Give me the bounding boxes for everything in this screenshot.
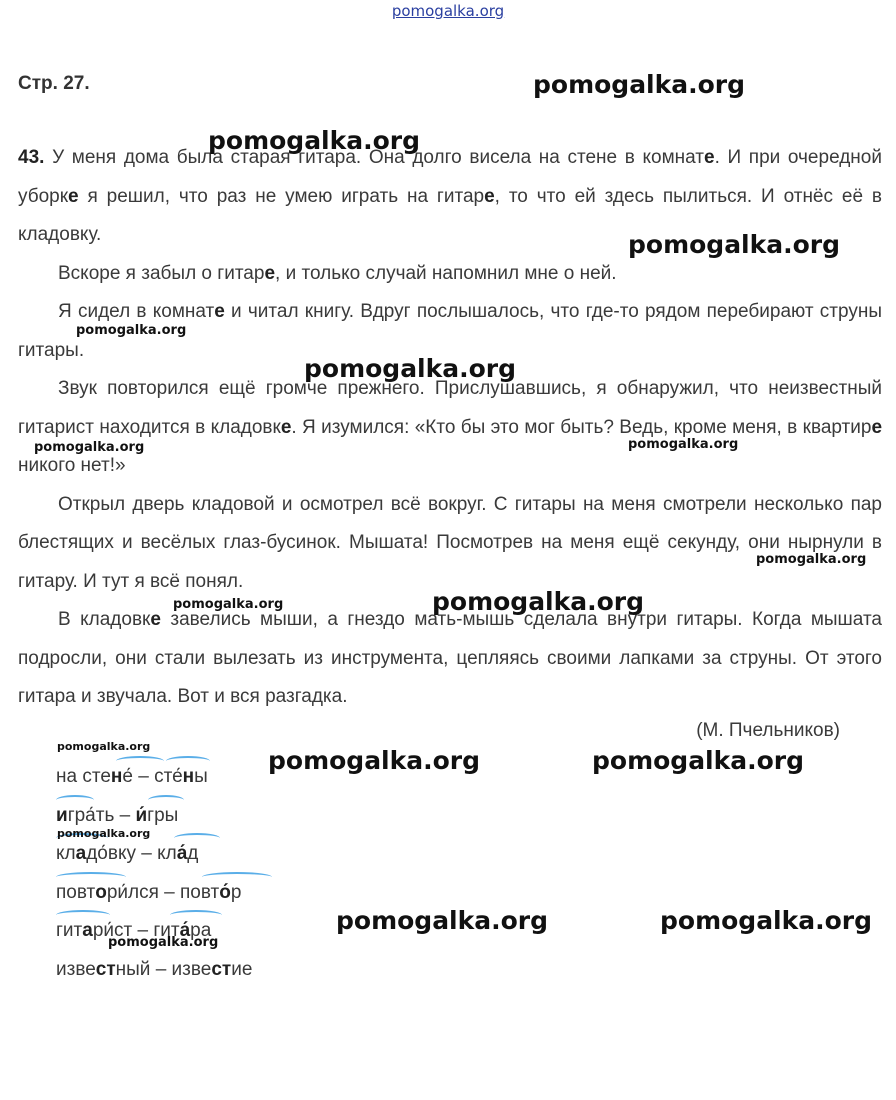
watermark: pomogalka.org: [432, 587, 645, 616]
root-arc: [56, 872, 126, 882]
root-arc: [166, 756, 210, 766]
paragraph-3: Я сидел в комнате и читал книгу. Вдруг послышалось, что где-то рядом перебирают струны гитары.: [18, 301, 883, 361]
watermark: pomogalka.org: [533, 70, 746, 99]
watermark: pomogalka.org: [756, 552, 867, 567]
author: (М. Пчельников): [696, 720, 840, 741]
watermark: pomogalka.org: [108, 935, 219, 950]
watermark: pomogalka.org: [173, 597, 284, 612]
word-pair: гитари́ст – гита́ра: [56, 912, 252, 951]
word-pair: на стене́ – сте́ны: [56, 758, 252, 797]
word-pair: повтори́лся – повто́р: [56, 874, 252, 913]
root-arc: [56, 795, 94, 805]
root-arc: [174, 833, 220, 843]
watermark: pomogalka.org: [304, 354, 517, 383]
word-pairs: [56, 758, 252, 989]
page-label: Стр. 27.: [18, 73, 90, 94]
word-pair: кладо́вку – кла́д: [56, 835, 252, 874]
watermark: pomogalka.org: [336, 906, 549, 935]
paragraph-2: Вскоре я забыл о гитаре, и только случай напомнил мне о ней.: [58, 262, 617, 284]
word-pair: известный – известие: [56, 958, 253, 980]
watermark: pomogalka.org: [628, 230, 841, 259]
watermark: pomogalka.org: [57, 740, 151, 753]
watermark: pomogalka.org: [208, 126, 421, 155]
watermark: pomogalka.org: [592, 746, 805, 775]
word-pair: игра́ть – и́гры: [56, 797, 252, 836]
watermark: pomogalka.org: [628, 437, 739, 452]
root-arc: [116, 756, 164, 766]
watermark-top[interactable]: pomogalka.org: [391, 2, 505, 20]
root-arc: [56, 910, 110, 920]
paragraph-4: Звук повторился ещё громче прежнего. Прислушавшись, я обнаружил, что неизвестный гитарист находится в кладовке. Я изумился: «Кто бы это мог быть? Ведь, кроме меня, в квартире никого нет!»: [18, 378, 883, 476]
root-arc: [170, 910, 222, 920]
watermark: pomogalka.org: [660, 906, 873, 935]
root-arc: [202, 872, 272, 882]
paragraph-1: 43. У меня дома была старая гитара. Она долго висела на стене в комнате. И при очередной уборке я решил, что раз не умею играть на гитаре, то что ей здесь пылиться. И отнёс её в кладовку.: [18, 147, 882, 245]
root-arc: [148, 795, 184, 805]
watermark: pomogalka.org: [34, 440, 145, 455]
watermark: pomogalka.org: [268, 746, 481, 775]
watermark: pomogalka.org: [76, 323, 187, 338]
exercise-text: [18, 139, 882, 717]
exercise-number: 43.: [18, 147, 45, 168]
watermark: pomogalka.org: [57, 827, 151, 840]
paragraph-5: Открыл дверь кладовой и осмотрел всё вокруг. С гитары на меня смотрели несколько пар блестящих и весёлых глаз-бусинок. Мышата! Посмотрев на меня ещё секунду, они нырнули в гитару. И тут я всё понял.: [18, 493, 882, 592]
paragraph-6: В кладовке завелись мыши, а гнездо мать-мышь сделала внутри гитары. Когда мышата подросли, они стали вылезать из инструмента, цепляясь своими лапками за струны. От этого гитара и звучала. Вот и вся разгадка.: [18, 609, 882, 707]
